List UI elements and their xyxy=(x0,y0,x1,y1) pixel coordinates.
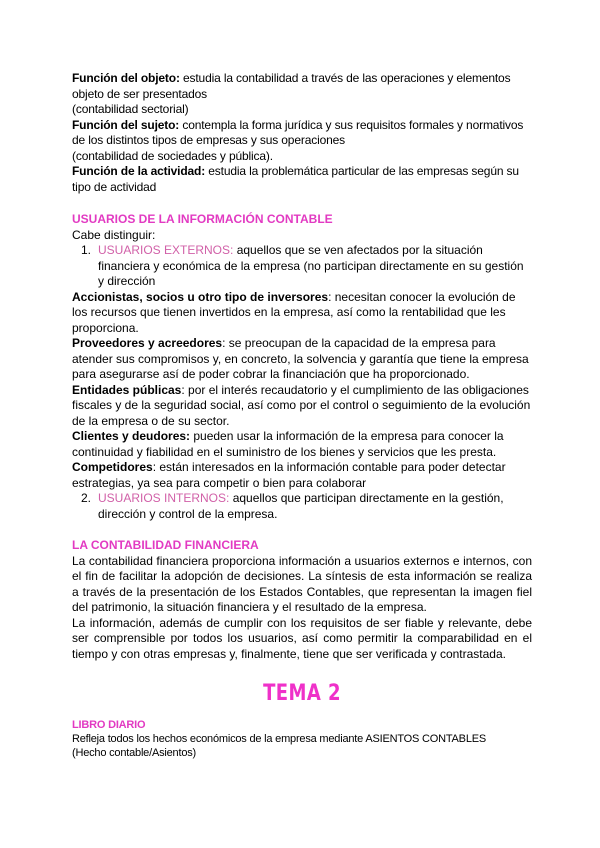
funcion-objeto-paragraph xyxy=(72,71,532,102)
accionistas-paragraph xyxy=(72,290,532,337)
funcion-objeto-label: Función del objeto: xyxy=(72,71,180,85)
competidores-label: Competidores xyxy=(72,460,153,474)
clientes-label: Clientes y deudores: xyxy=(72,429,191,443)
funcion-objeto-text: estudia la contabilidad a través de las operaciones y elementos objeto de ser presentados xyxy=(72,71,511,101)
funcion-sujeto-note: (contabilidad de sociedades y pública). xyxy=(72,148,273,163)
funcion-sujeto-paragraph xyxy=(72,118,532,149)
spacer xyxy=(72,195,532,212)
contabilidad-paragraph-1: La contabilidad financiera proporciona información a usuarios externos e internos, con el fin de facilitar la adopción de decisiones. La síntesis de esta información se realiza a través de la presentación de los Estados Contables, que representan la imagen fiel del patrimonio, la situación financiera y el resultado de la empresa. xyxy=(72,553,532,614)
list-number: 2. xyxy=(81,491,92,505)
clientes-text: pueden usar la información de la empresa para conocer la continuidad y fiabilidad en el suministro de los bienes y servicios que les presta. xyxy=(72,429,504,459)
contabilidad-heading: LA CONTABILIDAD FINANCIERA xyxy=(72,538,259,552)
funcion-sujeto-label: Función del sujeto: xyxy=(72,117,180,132)
accionistas-label: Accionistas, socios u otro tipo de inversores xyxy=(72,289,329,304)
competidores-paragraph xyxy=(72,460,532,491)
usuarios-internos-text: aquellos que participan directamente en la gestión, dirección y control de la empresa. xyxy=(98,491,504,521)
proveedores-label: Proveedores y acreedores xyxy=(72,336,223,350)
proveedores-text: : se preocupan de la capacidad de la empresa para atender sus compromisos y, en concreto, la solvencia y garantía que tiene la empresa para asegurarse así de poder cobrar la financiación que ha proporcionado. xyxy=(72,336,529,381)
list-number: 1. xyxy=(81,243,92,257)
funcion-actividad-text: estudia la problemática particular de las empresas según su tipo de actividad xyxy=(72,164,519,194)
libro-diario-heading: LIBRO DIARIO xyxy=(72,719,146,731)
funcion-actividad-label: Función de la actividad: xyxy=(72,164,206,178)
accionistas-text: : necesitan conocer la evolución de los recursos que tienen invertidos en la empresa, así como la rentabilidad que les proporciona. xyxy=(72,289,516,335)
libro-diario-text: Refleja todos los hechos económicos de la empresa mediante ASIENTOS CONTABLES xyxy=(72,733,487,745)
clientes-paragraph xyxy=(72,429,532,460)
usuarios-intro: Cabe distinguir: xyxy=(72,227,156,242)
usuarios-heading: USUARIOS DE LA INFORMACIÓN CONTABLE xyxy=(72,212,333,226)
spacer xyxy=(72,522,532,538)
document-page xyxy=(72,71,532,760)
funcion-objeto-note: (contabilidad sectorial) xyxy=(72,102,189,116)
entidades-paragraph xyxy=(72,383,532,430)
usuarios-externos-text: aquellos que se ven afectados por la situación financiera y económica de la empresa (no participan directamente en su gestión y dirección xyxy=(98,243,524,288)
usuarios-externos-label: USUARIOS EXTERNOS: xyxy=(98,243,234,257)
entidades-text: : por el interés recaudatorio y el cumplimiento de las obligaciones fiscales y de la seguridad social, así como por el control o seguimiento de la evolución de la empresa o de su sector. xyxy=(72,382,531,428)
contabilidad-paragraph-2: La información, además de cumplir con los requisitos de ser fiable y relevante, debe ser comprensible por todos los usuarios, así como permitir la comparabilidad en el tiempo y con otras empresas y, finalmente, tiene que ser verificada y contrastada. xyxy=(72,615,532,661)
libro-diario-note: (Hecho contable/Asientos) xyxy=(72,747,197,759)
funcion-actividad-paragraph xyxy=(72,164,532,195)
competidores-text: : están interesados en la información contable para poder detectar estrategias, ya sea para competir o bien para colaborar xyxy=(72,460,506,490)
funcion-sujeto-text: contempla la forma jurídica y sus requisitos formales y normativos de los distintos tipos de empresas y sus operaciones xyxy=(72,117,524,147)
tema-title: TEMA 2 xyxy=(263,681,341,706)
usuarios-internos-label: USUARIOS INTERNOS: xyxy=(98,491,230,505)
list-item-usuarios-externos xyxy=(72,243,532,290)
funciones-section xyxy=(72,71,532,195)
proveedores-paragraph xyxy=(72,336,532,383)
list-item-usuarios-internos xyxy=(72,491,532,522)
entidades-label: Entidades públicas xyxy=(72,382,182,397)
